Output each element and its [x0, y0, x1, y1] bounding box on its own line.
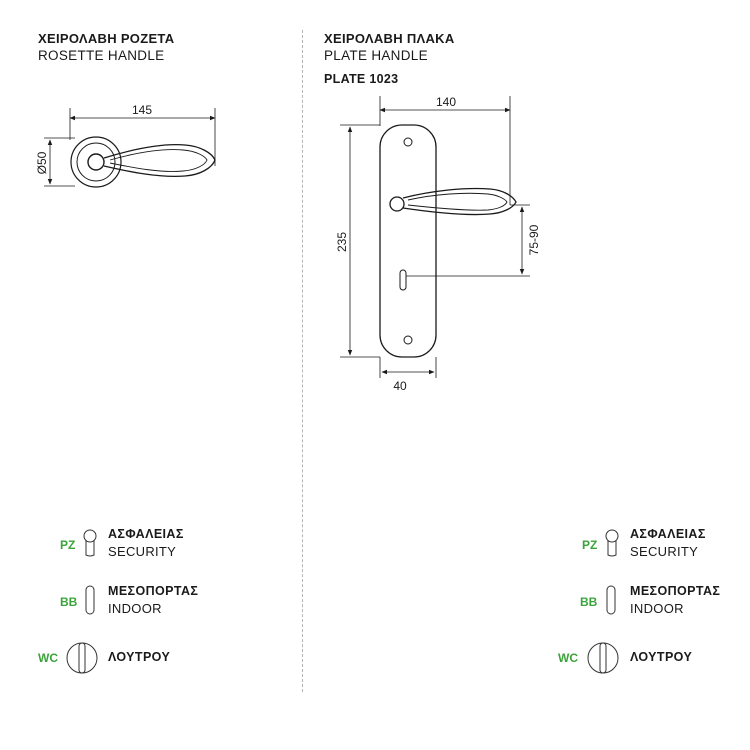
legend-code: PZ	[582, 538, 598, 552]
legend-row-pz-right	[540, 525, 750, 565]
legend-row-bb-left	[20, 583, 260, 623]
keyhole-bb-icon	[84, 585, 96, 617]
left-title-english: ROSETTE HANDLE	[38, 48, 165, 63]
right-model-label: PLATE 1023	[324, 72, 399, 86]
legend-english: INDOOR	[108, 601, 162, 616]
keyhole-bb-icon	[605, 585, 617, 617]
legend-greek: ΛΟΥΤΡΟΥ	[630, 650, 693, 664]
dim-length-left: 145	[131, 103, 153, 117]
legend-code: BB	[60, 595, 78, 609]
keyhole-pz-icon	[604, 528, 620, 558]
dim-center-right: 75-90	[527, 224, 541, 256]
legend-greek: ΜΕΣΟΠΟΡΤΑΣ	[108, 584, 199, 598]
legend-code: PZ	[60, 538, 76, 552]
wc-turn-icon	[585, 640, 621, 676]
legend-row-bb-right	[540, 583, 750, 623]
plate-handle-drawing	[300, 0, 550, 420]
legend-row-wc-right	[540, 640, 750, 680]
legend-greek: ΑΣΦΑΛΕΙΑΣ	[630, 527, 706, 541]
keyhole-pz-icon	[82, 528, 98, 558]
dim-width-right: 40	[393, 379, 407, 393]
legend-english: INDOOR	[630, 601, 684, 616]
legend-code: BB	[580, 595, 598, 609]
right-title-greek: ΧΕΙΡΟΛΑΒΗ ΠΛΑΚΑ	[324, 31, 455, 46]
dim-length-right: 140	[435, 95, 457, 109]
legend-code: WC	[38, 651, 58, 665]
rosette-handle-drawing	[0, 0, 300, 250]
legend-greek: ΜΕΣΟΠΟΡΤΑΣ	[630, 584, 721, 598]
legend-english: SECURITY	[108, 544, 177, 559]
legend-row-wc-left	[20, 640, 260, 680]
dim-height-right: 235	[335, 231, 349, 253]
legend-code: WC	[558, 651, 578, 665]
left-title-greek: ΧΕΙΡΟΛΑΒΗ ΡΟΖΕΤΑ	[38, 31, 175, 46]
legend-english: SECURITY	[630, 544, 699, 559]
wc-turn-icon	[64, 640, 100, 676]
legend-greek: ΑΣΦΑΛΕΙΑΣ	[108, 527, 184, 541]
legend-greek: ΛΟΥΤΡΟΥ	[108, 650, 171, 664]
legend-row-pz-left	[20, 525, 260, 565]
right-title-english: PLATE HANDLE	[324, 48, 428, 63]
dim-diameter-left: Ø50	[35, 151, 49, 175]
